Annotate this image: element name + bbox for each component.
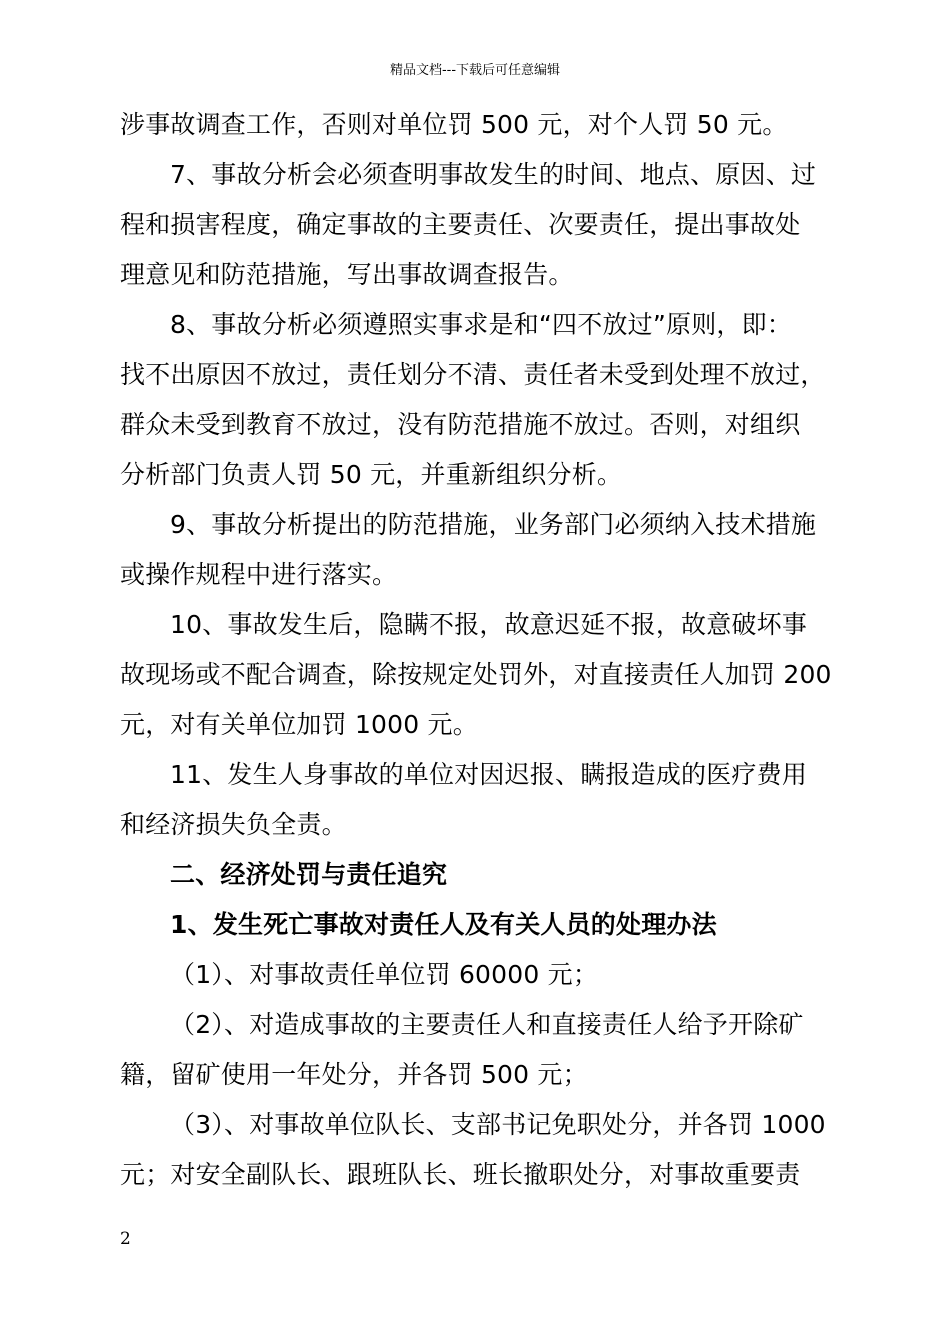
page-number: 2 (120, 1229, 131, 1249)
text-line: 群众未受到教育不放过，没有防范措施不放过。否则，对组织 (120, 410, 801, 439)
text-line: 8、事故分析必须遵照实事求是和“四不放过”原则，即： (170, 310, 793, 339)
text-line: 理意见和防范措施，写出事故调查报告。 (120, 260, 574, 289)
text-line: 故现场或不配合调查，除按规定处罚外，对直接责任人加罚 200 (120, 660, 832, 689)
text-line: 11、发生人身事故的单位对因迟报、瞒报造成的医疗费用 (170, 760, 808, 789)
section-heading: 二、经济处罚与责任追究 (170, 860, 448, 889)
page-header: 精品文档---下载后可任意编辑 (389, 63, 561, 78)
text-line: （3）、对事故单位队长、支部书记免职处分，并各罚 1000 (170, 1110, 826, 1139)
text-line: 9、事故分析提出的防范措施，业务部门必须纳入技术措施 (170, 510, 817, 539)
text-line: 涉事故调查工作，否则对单位罚 500 元，对个人罚 50 元。 (120, 110, 788, 139)
text-line: 元，对有关单位加罚 1000 元。 (120, 710, 478, 739)
text-line: 或操作规程中进行落实。 (120, 560, 398, 589)
text-line: 程和损害程度，确定事故的主要责任、次要责任，提出事故处 (120, 210, 801, 239)
text-line: 10、事故发生后，隐瞒不报，故意迟延不报，故意破坏事 (170, 610, 808, 639)
text-line: （1）、对事故责任单位罚 60000 元； (170, 960, 599, 989)
text-line: 分析部门负责人罚 50 元，并重新组织分析。 (120, 460, 623, 489)
text-line: 7、事故分析会必须查明事故发生的时间、地点、原因、过 (170, 160, 817, 189)
subsection-heading: 1、发生死亡事故对责任人及有关人员的处理办法 (170, 910, 717, 939)
text-line: （2）、对造成事故的主要责任人和直接责任人给予开除矿 (170, 1010, 804, 1039)
text-line: 找不出原因不放过，责任划分不清、责任者未受到处理不放过， (120, 360, 826, 389)
text-line: 元；对安全副队长、跟班队长、班长撤职处分，对事故重要责 (120, 1160, 801, 1189)
text-line: 籍，留矿使用一年处分，并各罚 500 元； (120, 1060, 588, 1089)
text-line: 和经济损失负全责。 (120, 810, 347, 839)
